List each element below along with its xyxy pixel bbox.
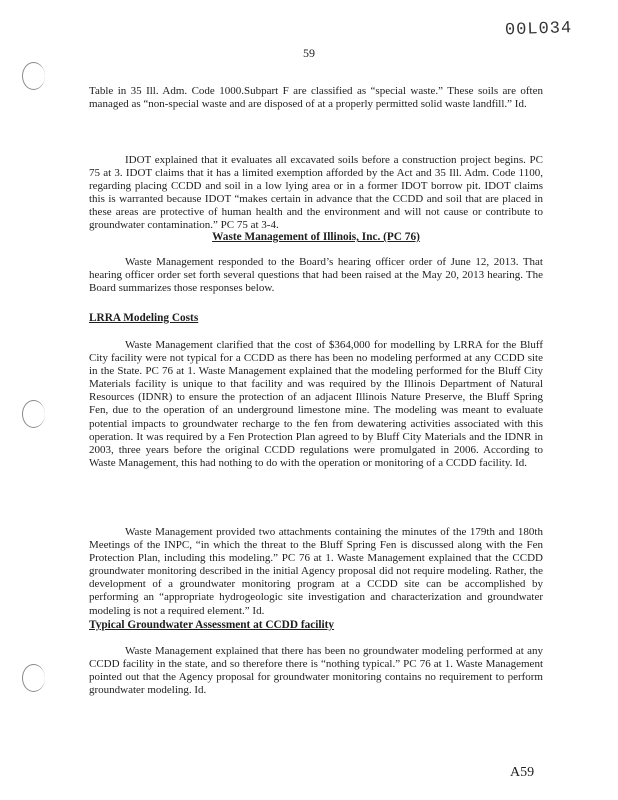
punch-hole	[22, 62, 45, 90]
page-number: 59	[303, 46, 315, 60]
section-heading: Typical Groundwater Assessment at CCDD facility	[89, 619, 335, 631]
paragraph-text: Table in 35 Ill. Adm. Code 1000.Subpart F are classified as “special waste.” These soils are often managed as “non-special waste and are disposed of at a properly permitted solid waste landfill.” Id.	[89, 85, 543, 111]
paragraph-text: Waste Management responded to the Board’s hearing officer order of June 12, 2013. That hearing officer order set forth several questions that had been raised at the May 20, 2013 hearing. The Board summarizes those responses below.	[89, 256, 543, 295]
section-heading: LRRA Modeling Costs	[89, 312, 199, 324]
section-heading: Waste Management of Illinois, Inc. (PC 76)	[212, 231, 420, 243]
section-heading-typical	[89, 619, 543, 632]
paragraph-text: Waste Management provided two attachments containing the minutes of the 179th and 180th Meetings of the INPC, “in which the threat to the Bluff Spring Fen is discussed along with the Fen Protection Plan, including this modeling.” PC 76 at 1. Waste Management explained that the CCDD groundwater monitoring described in the initial Agency proposal did not require modeling. Rather, the development of a groundwater monitoring program at a CCDD site can be accomplished by performing an “appropriate hydrogeologic site investigation and characterization and groundwater modeling is not a required element.” Id.	[89, 526, 543, 617]
paragraph-lrra-costs	[89, 339, 543, 470]
punch-hole	[22, 664, 45, 692]
paragraph-no-modeling	[89, 645, 543, 697]
bates-number: A59	[510, 765, 535, 780]
document-stamp: 00L034	[504, 19, 573, 41]
paragraph-idot	[89, 154, 543, 233]
paragraph-text: Waste Management explained that there has been no groundwater modeling performed at any CCDD facility in the state, and so therefore there is “nothing typical.” PC 76 at 1. Waste Management pointed out that the Agency proposal for groundwater monitoring contains no requirement to perform groundwater modeling. Id.	[89, 645, 543, 697]
paragraph-text: IDOT explained that it evaluates all excavated soils before a construction project begins. PC 75 at 3. IDOT claims that it has a limited exemption afforded by the Act and 35 Ill. Adm. Code 1100, regarding placing CCDD and soil in a low lying area or in a former IDOT borrow pit. IDOT claims this is warranted because IDOT “makes certain in advance that the CCDD and soil that are placed in these areas are protective of human health and the environment and will not cause or contribute to groundwater contamination.” PC 75 at 3-4.	[89, 154, 543, 232]
paragraph-text: Waste Management clarified that the cost of $364,000 for modelling by LRRA for the Bluff City facility were not typical for a CCDD as there has been no modeling performed at any CCDD site in the State. PC 76 at 1. Waste Management explained that the modeling performed for the Bluff City Materials facility is unique to that facility and was required by the Illinois Department of Natural Resources (IDNR) to ensure the protection of an adjacent Illinois Nature Preserve, the Bluff Spring Fen, due to the operation of an underground limestone mine. The modeling was meant to evaluate potential impacts to groundwater recharge to the fen from dewatering activities associated with this operation. It was required by a Fen Protection Plan agreed to by Bluff City Materials and the IDNR in 2003, three years before the original CCDD regulations were promulgated in 2006. According to Waste Management, this had nothing to do with the operation or monitoring of a CCDD facility. Id.	[89, 339, 543, 469]
section-heading-lrra	[89, 312, 543, 325]
paragraph-hearing-order	[89, 256, 543, 295]
section-heading-waste-management	[89, 231, 543, 244]
paragraph-continued	[89, 85, 543, 111]
punch-hole	[22, 400, 45, 428]
paragraph-attachments	[89, 526, 543, 618]
